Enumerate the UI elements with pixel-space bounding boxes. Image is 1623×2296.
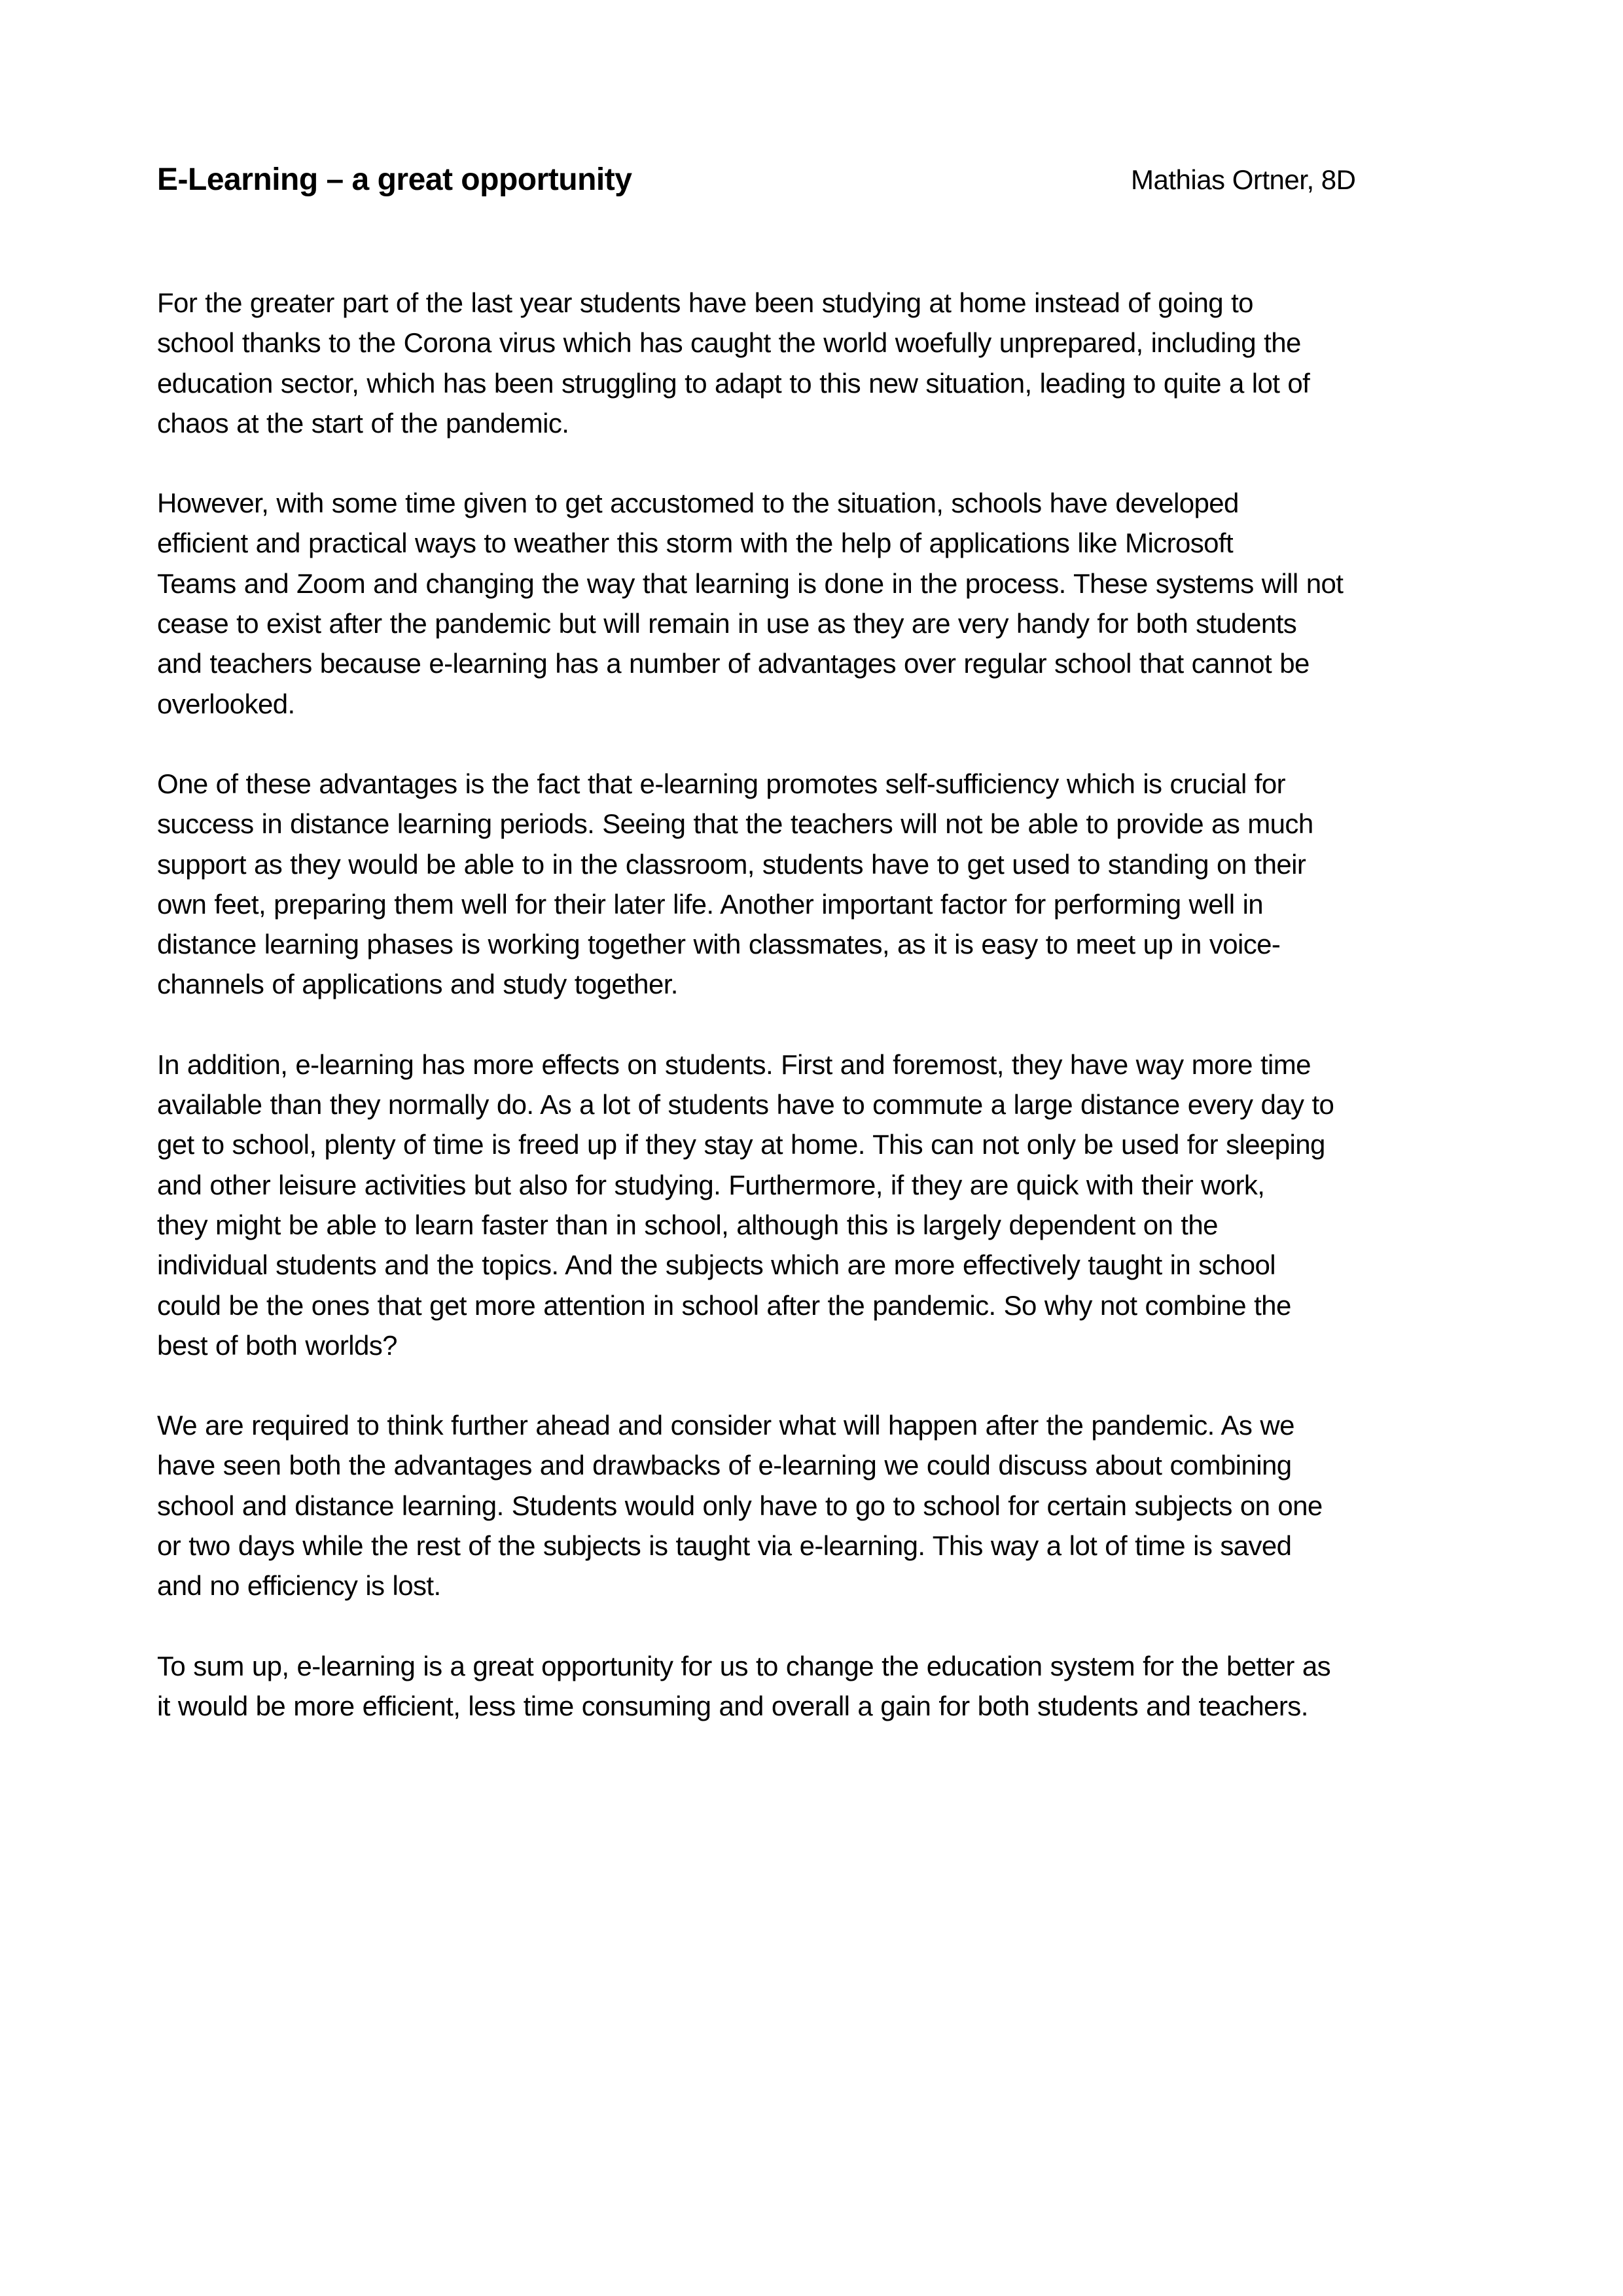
- paragraph-effects: [157, 1045, 1486, 1365]
- text-line: best of both worlds?: [157, 1329, 397, 1361]
- text-line: distance learning phases is working together with classmates, as it is easy to meet up in voice-: [157, 929, 1281, 960]
- text-line: However, with some time given to get accustomed to the situation, schools have developed: [157, 488, 1239, 519]
- text-line: chaos at the start of the pandemic.: [157, 407, 569, 439]
- text-line: cease to exist after the pandemic but will remain in use as they are very handy for both students: [157, 608, 1297, 639]
- paragraph-intro: [157, 283, 1486, 443]
- text-line: and other leisure activities but also for studying. Furthermore, if they are quick with their work,: [157, 1169, 1265, 1200]
- text-line: could be the ones that get more attention in school after the pandemic. So why not combine the: [157, 1289, 1291, 1321]
- text-line: In addition, e-learning has more effects on students. First and foremost, they have way more time: [157, 1049, 1311, 1080]
- text-line: Teams and Zoom and changing the way that learning is done in the process. These systems will not: [157, 567, 1344, 599]
- text-line: and no efficiency is lost.: [157, 1570, 441, 1602]
- text-line: support as they would be able to in the classroom, students have to get used to standing on their: [157, 848, 1306, 880]
- text-line: individual students and the topics. And the subjects which are more effectively taught in school: [157, 1249, 1275, 1281]
- text-line: To sum up, e-learning is a great opportunity for us to change the education system for the better as: [157, 1650, 1331, 1681]
- paragraph-adaptation: [157, 483, 1486, 724]
- document-body: [157, 283, 1486, 1766]
- paragraph-conclusion: [157, 1646, 1486, 1727]
- text-line: overlooked.: [157, 688, 295, 719]
- text-line: education sector, which has been struggling to adapt to this new situation, leading to quite a lot of: [157, 367, 1310, 399]
- text-line: success in distance learning periods. Seeing that the teachers will not be able to provide as much: [157, 808, 1313, 840]
- text-line: efficient and practical ways to weather this storm with the help of applications like Microsoft: [157, 528, 1234, 559]
- text-line: and teachers because e-learning has a number of advantages over regular school that cannot be: [157, 648, 1310, 679]
- document-header: [157, 157, 1486, 203]
- paragraph-self-sufficiency: [157, 764, 1486, 1005]
- text-line: school and distance learning. Students would only have to go to school for certain subjects on one: [157, 1490, 1323, 1521]
- author-line: Mathias Ortner, 8D: [1131, 164, 1356, 195]
- text-line: have seen both the advantages and drawbacks of e-learning we could discuss about combining: [157, 1450, 1292, 1481]
- text-line: We are required to think further ahead and consider what will happen after the pandemic. As we: [157, 1410, 1294, 1441]
- text-line: channels of applications and study together.: [157, 969, 678, 1000]
- text-line: own feet, preparing them well for their later life. Another important factor for performing well in: [157, 888, 1264, 920]
- text-line: it would be more efficient, less time consuming and overall a gain for both students and teachers.: [157, 1690, 1308, 1721]
- text-line: get to school, plenty of time is freed up if they stay at home. This can not only be used for sleeping: [157, 1129, 1325, 1160]
- text-line: For the greater part of the last year students have been studying at home instead of going to: [157, 287, 1253, 318]
- paragraph-future: [157, 1405, 1486, 1605]
- text-line: One of these advantages is the fact that e-learning promotes self-sufficiency which is crucial for: [157, 768, 1285, 799]
- text-line: or two days while the rest of the subjects is taught via e-learning. This way a lot of time is saved: [157, 1530, 1292, 1562]
- text-line: school thanks to the Corona virus which has caught the world woefully unprepared, including the: [157, 327, 1301, 359]
- document-title: E-Learning – a great opportunity: [157, 162, 632, 197]
- text-line: they might be able to learn faster than in school, although this is largely dependent on the: [157, 1209, 1218, 1240]
- text-line: available than they normally do. As a lot of students have to commute a large distance every day to: [157, 1089, 1334, 1121]
